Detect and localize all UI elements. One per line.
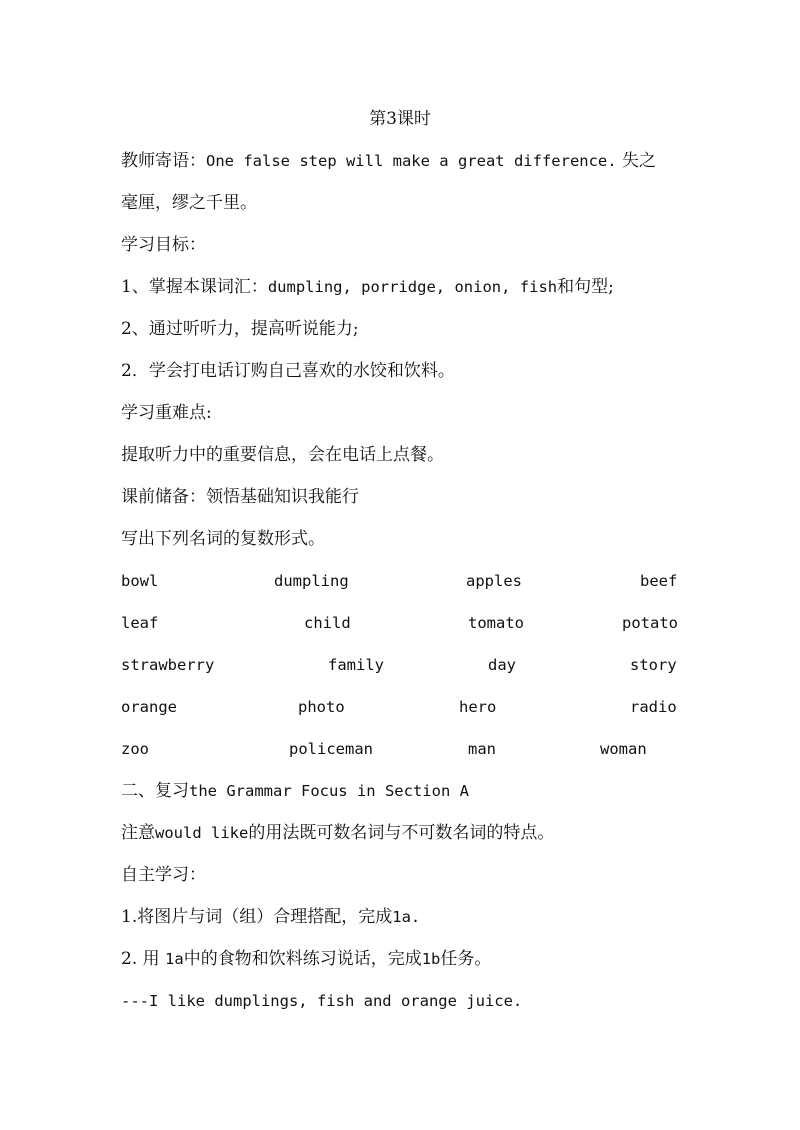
review-heading <box>121 778 691 804</box>
preview-heading: 课前储备：领悟基础知识我能行 <box>121 487 359 507</box>
word-policeman: policeman <box>289 740 373 758</box>
word-beef: beef <box>640 572 678 590</box>
preview-instruction: 写出下列名词的复数形式。 <box>121 529 325 549</box>
word-family: family <box>328 656 384 674</box>
word-hero: hero <box>459 698 497 716</box>
review-heading-prefix: 二、复习 <box>121 781 189 801</box>
word-photo: photo <box>298 698 345 716</box>
word-orange: orange <box>121 698 177 716</box>
word-child: child <box>304 614 351 632</box>
review-note <box>121 820 691 846</box>
objective-item-3: 2．学会打电话订购自己喜欢的水饺和饮料。 <box>121 361 455 381</box>
word-man: man <box>468 740 496 758</box>
self-study-2-code-1a: 1a <box>165 950 184 968</box>
objective-1-suffix: 和句型; <box>557 277 614 297</box>
word-radio: radio <box>630 698 677 716</box>
word-tomato: tomato <box>468 614 524 632</box>
self-study-2-mid: 中的食物和饮料练习说话，完成 <box>183 949 422 969</box>
word-apples: apples <box>466 572 522 590</box>
word-strawberry: strawberry <box>121 656 215 674</box>
word-bowl: bowl <box>121 572 159 590</box>
word-woman: woman <box>600 740 647 758</box>
objective-item-1 <box>121 274 691 300</box>
lesson-title: 第3课时 <box>369 109 431 129</box>
self-study-2-prefix: 2. 用 <box>121 949 166 969</box>
self-study-heading: 自主学习： <box>121 865 206 885</box>
review-heading-english: the Grammar Focus in Section A <box>189 782 469 800</box>
word-dumpling: dumpling <box>274 572 349 590</box>
self-study-1-code: 1a. <box>392 908 421 926</box>
word-day: day <box>488 656 516 674</box>
self-study-2-suffix: 任务。 <box>440 949 492 969</box>
objective-1-prefix: 1、掌握本课词汇： <box>121 277 268 297</box>
review-note-english: would like <box>155 824 249 842</box>
key-points-text: 提取听力中的重要信息，会在电话上点餐。 <box>121 445 444 465</box>
key-points-heading: 学习重难点: <box>121 403 212 423</box>
self-study-item-1 <box>121 904 691 930</box>
teacher-motto-line1 <box>121 148 691 174</box>
motto-chinese-part1: 失之 <box>622 151 657 171</box>
objectives-heading: 学习目标： <box>121 235 206 255</box>
self-study-dialog: ---I like dumplings, fish and orange juice. <box>121 992 523 1010</box>
motto-chinese-part2: 毫厘，缪之千里。 <box>121 193 257 213</box>
word-potato: potato <box>622 614 678 632</box>
review-note-suffix: 的用法既可数名词与不可数名词的特点。 <box>248 823 555 843</box>
objective-item-2: 2、通过听听力，提高听说能力; <box>121 319 359 339</box>
self-study-2-code-1b: 1b <box>421 950 441 968</box>
review-note-prefix: 注意 <box>121 823 155 843</box>
motto-english: One false step will make a great difference. <box>206 152 617 170</box>
self-study-item-2 <box>121 946 691 972</box>
word-zoo: zoo <box>121 740 149 758</box>
word-story: story <box>630 656 677 674</box>
objective-1-words: dumpling, porridge, onion, fish <box>267 278 558 296</box>
word-leaf: leaf <box>121 614 159 632</box>
self-study-1-prefix: 1.将图片与词（组）合理搭配，完成 <box>121 907 393 927</box>
motto-label: 教师寄语： <box>121 151 206 171</box>
